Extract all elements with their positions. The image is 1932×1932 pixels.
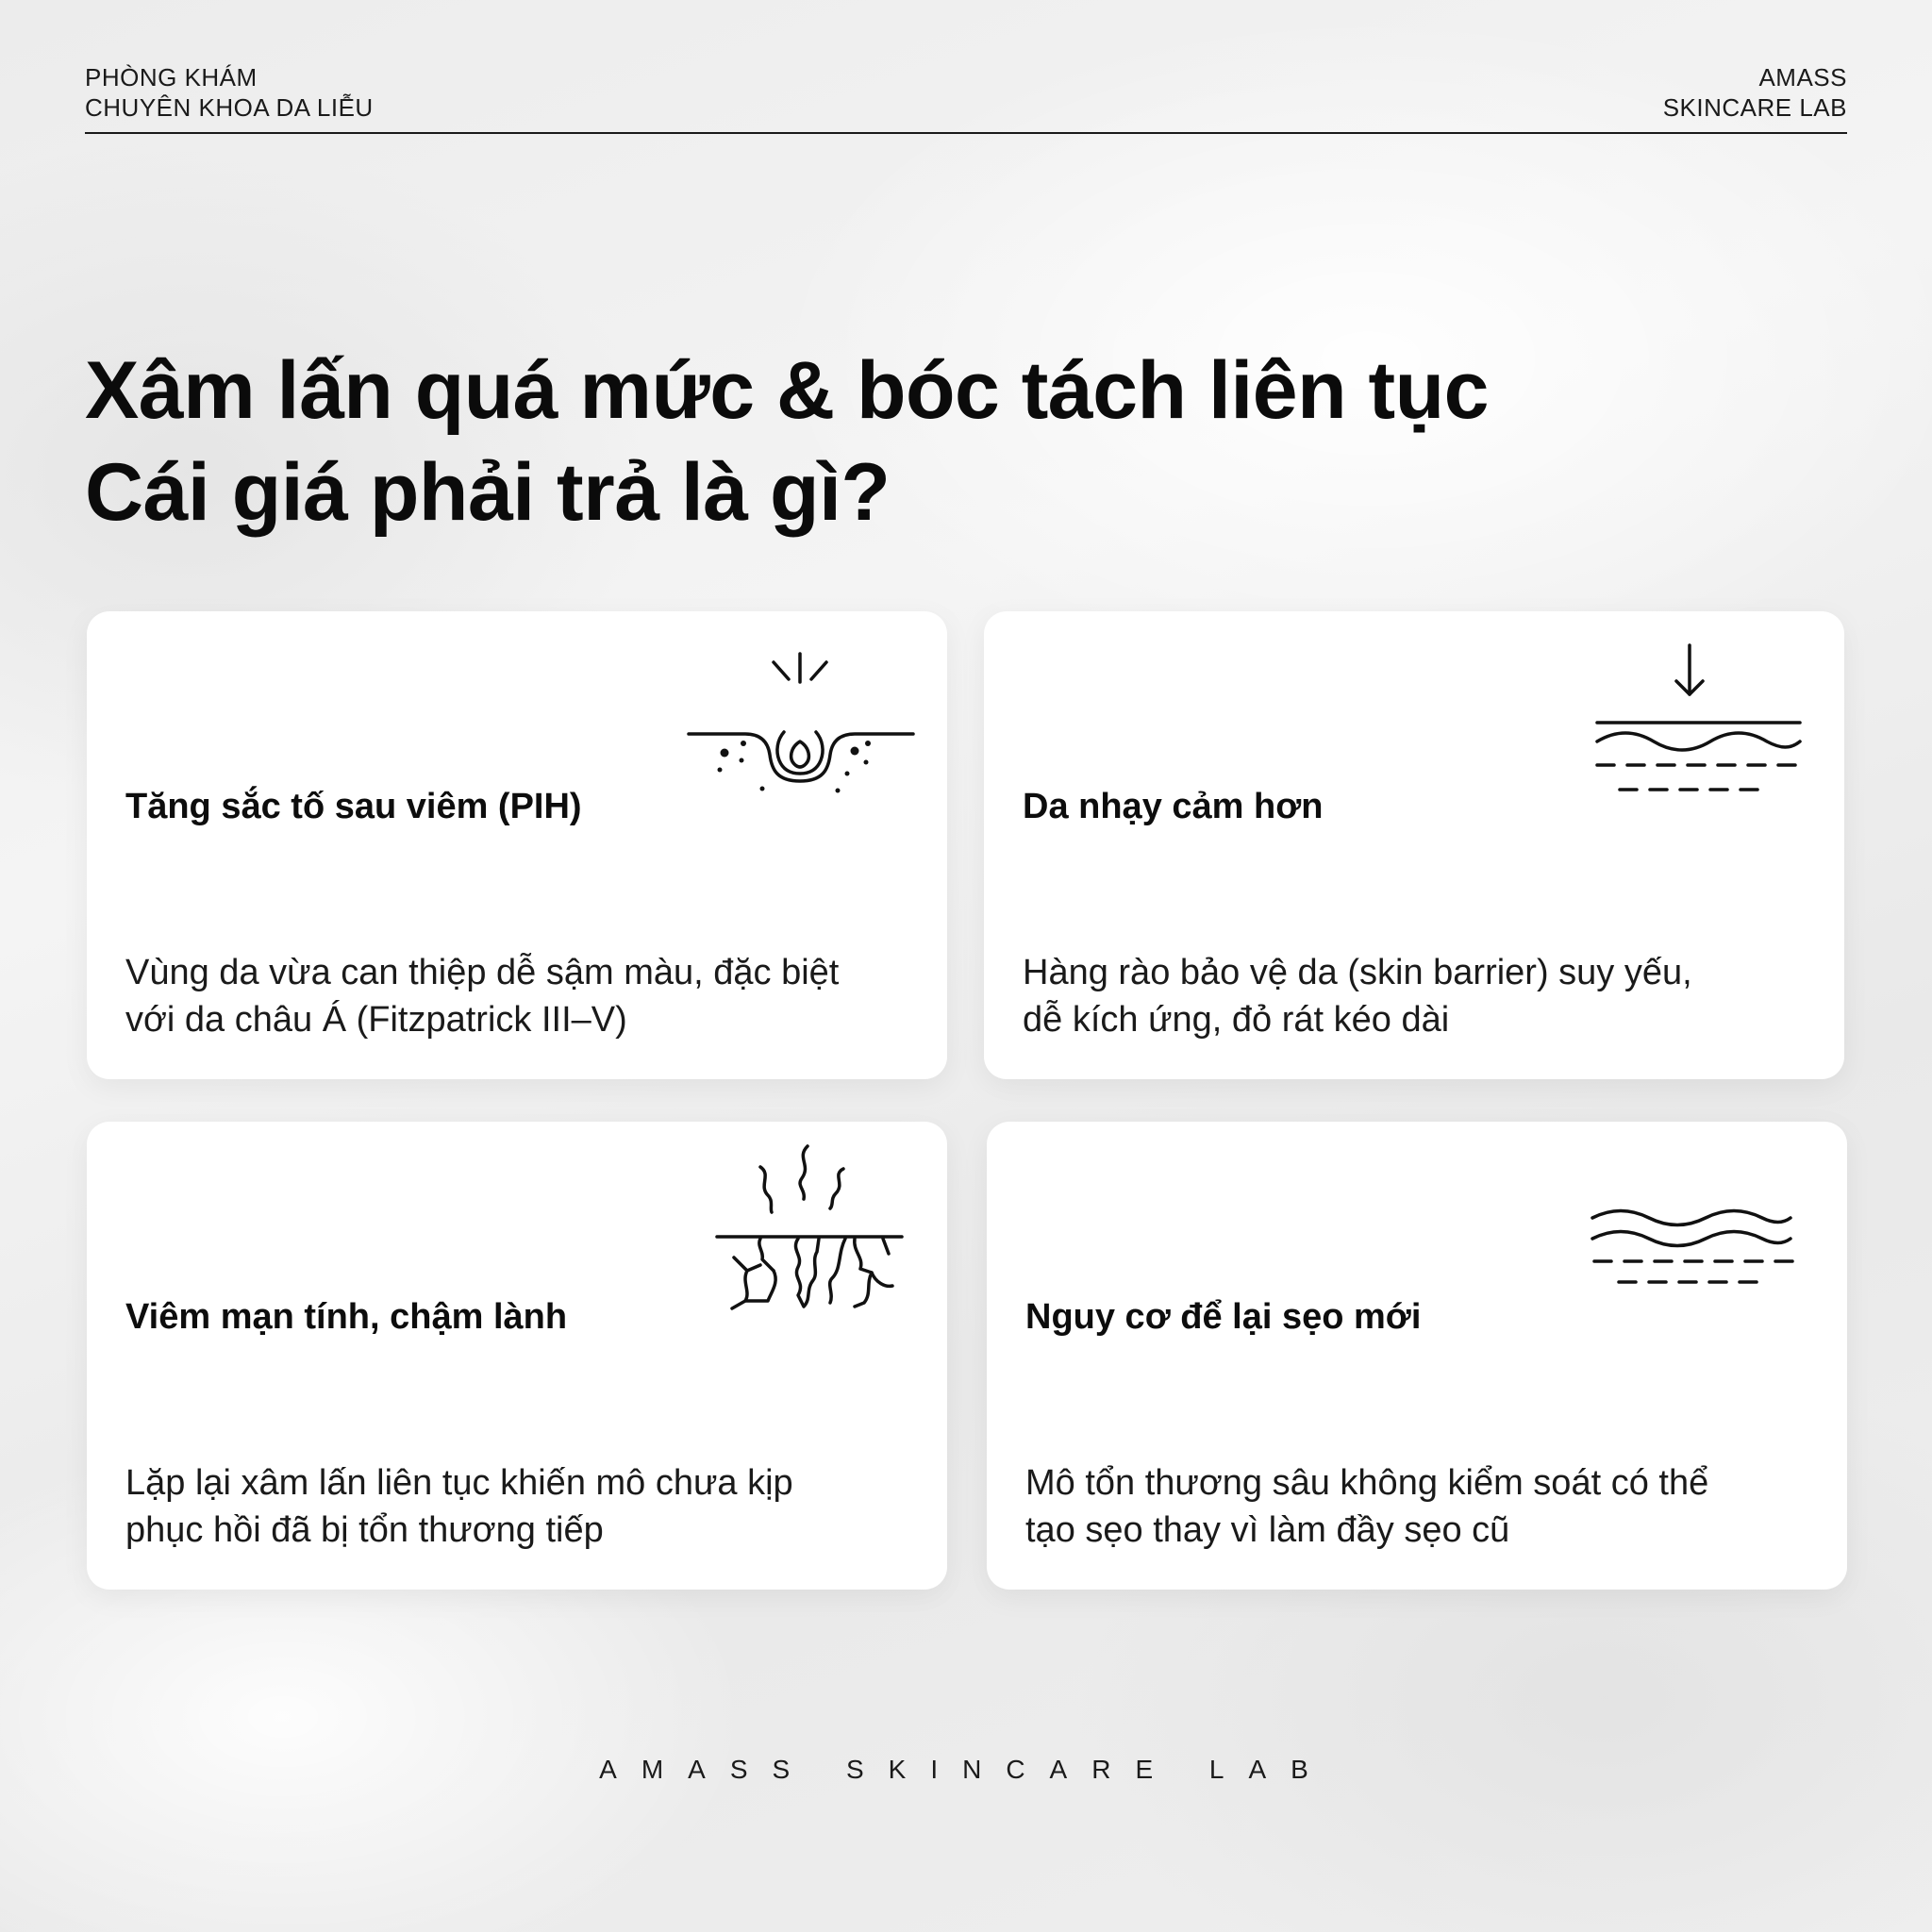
info-card-sensitive-skin bbox=[984, 611, 1844, 1079]
card-description bbox=[125, 1459, 908, 1554]
card-description-line2: phục hồi đã bị tổn thương tiếp bbox=[125, 1510, 604, 1550]
cracked-skin-icon bbox=[713, 1141, 911, 1320]
card-title: Nguy cơ để lại sẹo mới bbox=[1025, 1297, 1422, 1337]
card-title: Tăng sắc tố sau viêm (PIH) bbox=[125, 787, 582, 826]
card-description bbox=[1025, 1459, 1808, 1554]
info-card-chronic-inflammation bbox=[87, 1122, 947, 1590]
clinic-label bbox=[85, 62, 374, 123]
card-description-line2: tạo sẹo thay vì làm đầy sẹo cũ bbox=[1025, 1510, 1510, 1550]
card-title: Da nhạy cảm hơn bbox=[1023, 787, 1324, 826]
inflamed-follicle-icon bbox=[687, 649, 923, 800]
card-description-line2: dễ kích ứng, đỏ rát kéo dài bbox=[1023, 1000, 1450, 1040]
brand-label bbox=[1663, 62, 1847, 123]
page-title bbox=[85, 340, 1783, 543]
card-description-line1: Vùng da vừa can thiệp dễ sậm màu, đặc biệt bbox=[125, 953, 840, 992]
info-card-pih bbox=[87, 611, 947, 1079]
header-divider bbox=[85, 132, 1847, 134]
dashed-layer-icon bbox=[1616, 783, 1776, 796]
card-description-line1: Mô tổn thương sâu không kiểm soát có thể bbox=[1025, 1463, 1709, 1503]
clinic-label-line1: PHÒNG KHÁM bbox=[85, 63, 258, 92]
brand-label-line1: AMASS bbox=[1758, 63, 1847, 92]
card-description bbox=[125, 949, 908, 1043]
page-title-line1: Xâm lấn quá mức & bóc tách liên tục bbox=[85, 345, 1490, 436]
page-title-line2: Cái giá phải trả là gì? bbox=[85, 447, 891, 538]
clinic-label-line2: CHUYÊN KHOA DA LIỄU bbox=[85, 93, 374, 122]
card-title: Viêm mạn tính, chậm lành bbox=[125, 1297, 568, 1337]
wavy-scar-lines-icon bbox=[1585, 1207, 1811, 1291]
info-card-scar-risk bbox=[987, 1122, 1847, 1590]
card-description bbox=[1023, 949, 1806, 1043]
card-description-line2: với da châu Á (Fitzpatrick III–V) bbox=[125, 1000, 627, 1040]
footer-brand: AMASS SKINCARE LAB bbox=[599, 1755, 1333, 1784]
card-description-line1: Hàng rào bảo vệ da (skin barrier) suy yếu, bbox=[1023, 953, 1692, 992]
brand-label-line2: SKINCARE LAB bbox=[1662, 93, 1847, 122]
card-description-line1: Lặp lại xâm lấn liên tục khiến mô chưa kịp bbox=[125, 1463, 793, 1503]
skin-layer-arrow-icon bbox=[1588, 640, 1814, 772]
